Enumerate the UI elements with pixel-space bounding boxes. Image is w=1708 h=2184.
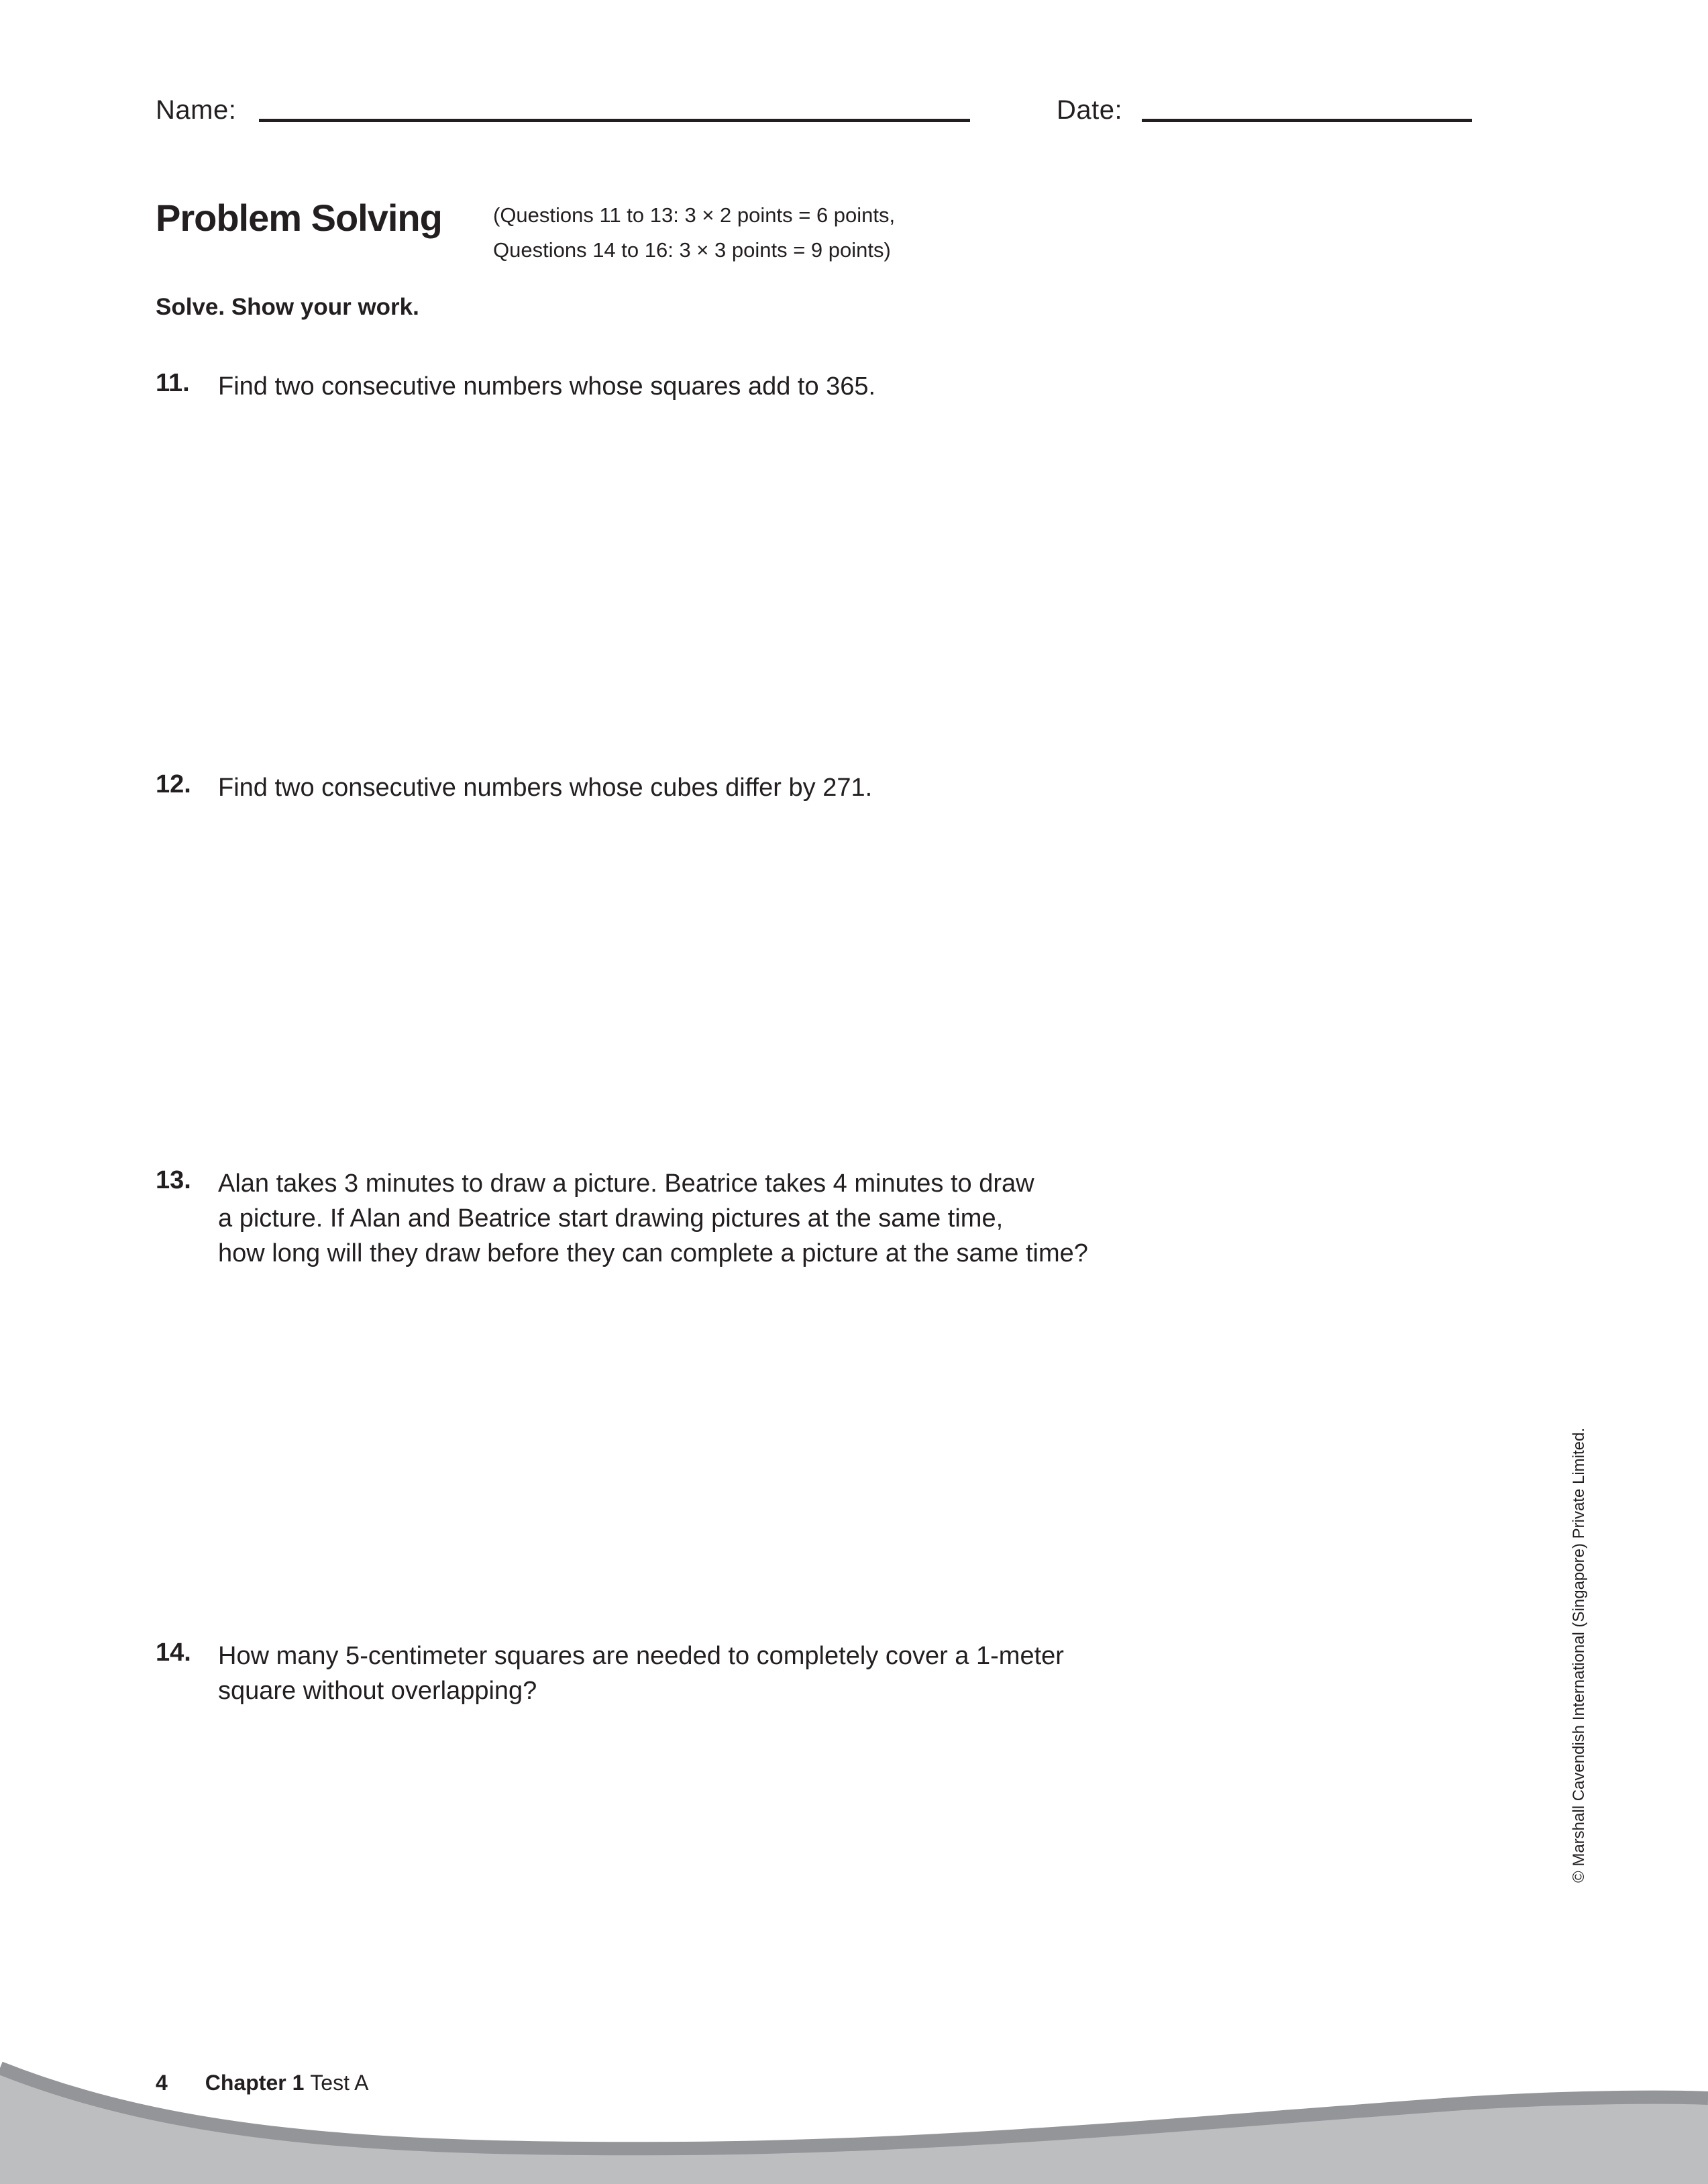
question-13-line-3: how long will they draw before they can complete a picture at the same time? xyxy=(218,1239,1088,1267)
question-11-line-1: Find two consecutive numbers whose squares add to 365. xyxy=(218,372,876,401)
question-13-text xyxy=(218,1166,1088,1271)
question-14-line-2: square without overlapping? xyxy=(218,1677,537,1705)
name-blank-line xyxy=(259,119,970,122)
question-12-number: 12. xyxy=(156,770,191,798)
question-14-number: 14. xyxy=(156,1639,191,1667)
date-label: Date: xyxy=(1057,95,1123,125)
instructions: Solve. Show your work. xyxy=(156,294,419,320)
question-13-number: 13. xyxy=(156,1166,191,1194)
bottom-wave-graphic xyxy=(0,2006,1708,2184)
points-note xyxy=(493,198,895,268)
name-label: Name: xyxy=(156,95,237,125)
test-label: Test A xyxy=(310,2071,369,2095)
question-12-text xyxy=(218,770,872,805)
question-14-text xyxy=(218,1639,1064,1708)
question-13-line-2: a picture. If Alan and Beatrice start drawing pictures at the same time, xyxy=(218,1204,1004,1233)
points-note-line1: (Questions 11 to 13: 3 × 2 points = 6 points, xyxy=(493,203,896,227)
chapter-label: Chapter 1 xyxy=(205,2071,305,2095)
question-13-line-1: Alan takes 3 minutes to draw a picture. Beatrice takes 4 minutes to draw xyxy=(218,1169,1034,1198)
points-note-line2: Questions 14 to 16: 3 × 3 points = 9 points) xyxy=(493,238,891,262)
question-12-line-1: Find two consecutive numbers whose cubes differ by 271. xyxy=(218,774,873,802)
question-11-text xyxy=(218,369,875,404)
date-blank-line xyxy=(1142,119,1472,122)
page-number: 4 xyxy=(156,2071,168,2095)
copyright-notice: © Marshall Cavendish International (Singapore) Private Limited. xyxy=(1570,1427,1588,1883)
page-title: Problem Solving xyxy=(156,197,442,239)
question-14-line-1: How many 5-centimeter squares are needed to completely cover a 1-meter xyxy=(218,1642,1064,1670)
question-11-number: 11. xyxy=(156,369,190,397)
